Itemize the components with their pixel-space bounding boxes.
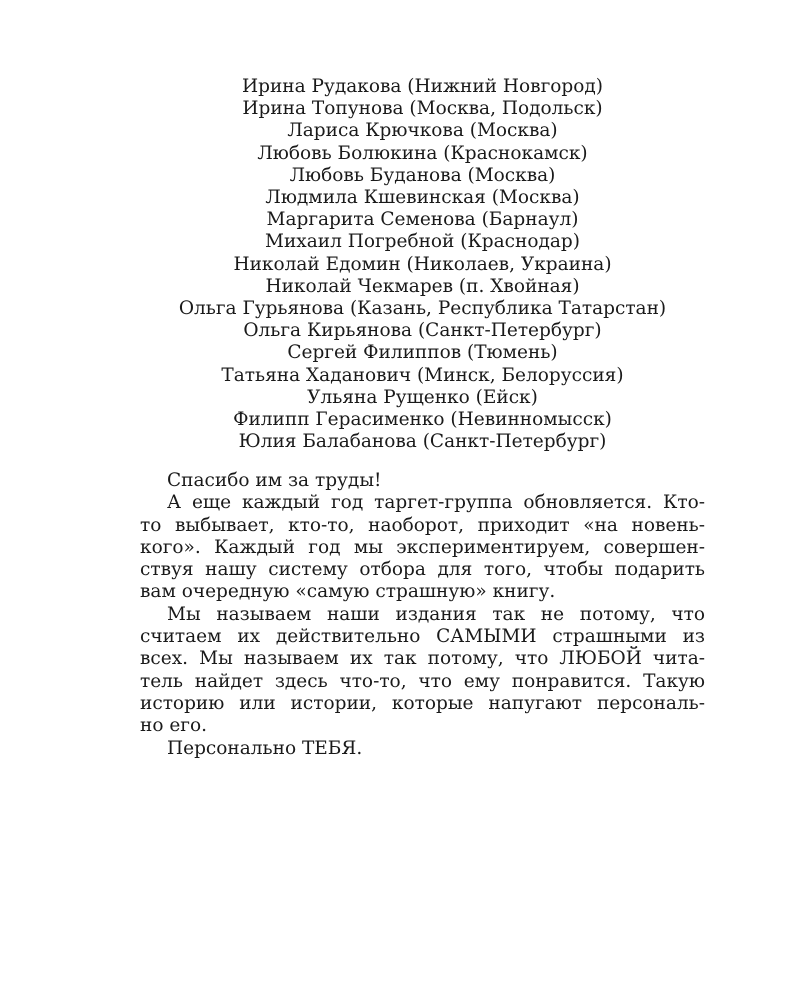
paragraph-line: историю или истории, которые напугают персональ-: [140, 692, 705, 714]
paragraph-line: Мы называем наши издания так не потому, что: [167, 603, 705, 625]
paragraph-line: тель найдет здесь что-то, что ему понравится. Такую: [140, 670, 705, 692]
contributor-name: Людмила Кшевинская (Москва): [265, 187, 580, 209]
paragraph-line: вам очередную «самую страшную» книгу.: [140, 581, 556, 603]
contributor-name: Филипп Герасименко (Невинномысск): [233, 409, 612, 431]
paragraph-line: но его.: [140, 715, 208, 737]
paragraph-target-group: [140, 492, 705, 603]
paragraph-line: ствуя нашу систему отбора для того, чтобы подарить: [140, 559, 705, 581]
closing-paragraph: Персонально ТЕБЯ.: [167, 737, 363, 759]
contributor-name: Сергей Филиппов (Тюмень): [287, 342, 558, 364]
contributor-name: Ирина Рудакова (Нижний Новгород): [241, 76, 603, 97]
contributor-name: Юлия Балабанова (Санкт-Петербург): [238, 431, 607, 453]
contributor-name: Любовь Буданова (Москва): [289, 164, 556, 186]
paragraph-why-scariest: [140, 604, 705, 738]
contributor-name: Ольга Кирьянова (Санкт-Петербург): [243, 320, 602, 342]
paragraph-line: то выбывает, кто-то, наоборот, приходит «на новень-: [140, 514, 705, 536]
contributor-name: Николай Едомин (Николаев, Украина): [233, 253, 612, 275]
contributor-name: Ольга Гурьянова (Казань, Республика Татарстан): [178, 298, 667, 320]
contributor-name: Лариса Крючкова (Москва): [287, 120, 558, 142]
contributor-name: Маргарита Семенова (Барнаул): [266, 209, 579, 231]
contributor-name: Татьяна Хаданович (Минск, Белоруссия): [221, 364, 624, 386]
paragraph-line: считаем их действительно САМЫМИ страшными из: [140, 626, 705, 648]
contributor-name: Любовь Болюкина (Краснокамск): [257, 142, 588, 164]
contributor-name: Ирина Топунова (Москва, Подольск): [242, 98, 603, 120]
body-text: [140, 470, 705, 760]
contributors-list: [140, 76, 705, 453]
contributor-name: Николай Чекмарев (п. Хвойная): [265, 275, 580, 297]
thanks-paragraph: Спасибо им за труды!: [167, 470, 382, 491]
contributor-name: Ульяна Рущенко (Ейск): [307, 386, 538, 408]
paragraph-line: всех. Мы называем их так потому, что ЛЮБОЙ чита-: [140, 648, 705, 670]
contributor-name: Михаил Погребной (Краснодар): [265, 231, 580, 253]
paragraph-line: А еще каждый год таргет-группа обновляется. Кто-: [167, 492, 705, 514]
paragraph-line: кого». Каждый год мы экспериментируем, совершен-: [140, 536, 705, 558]
